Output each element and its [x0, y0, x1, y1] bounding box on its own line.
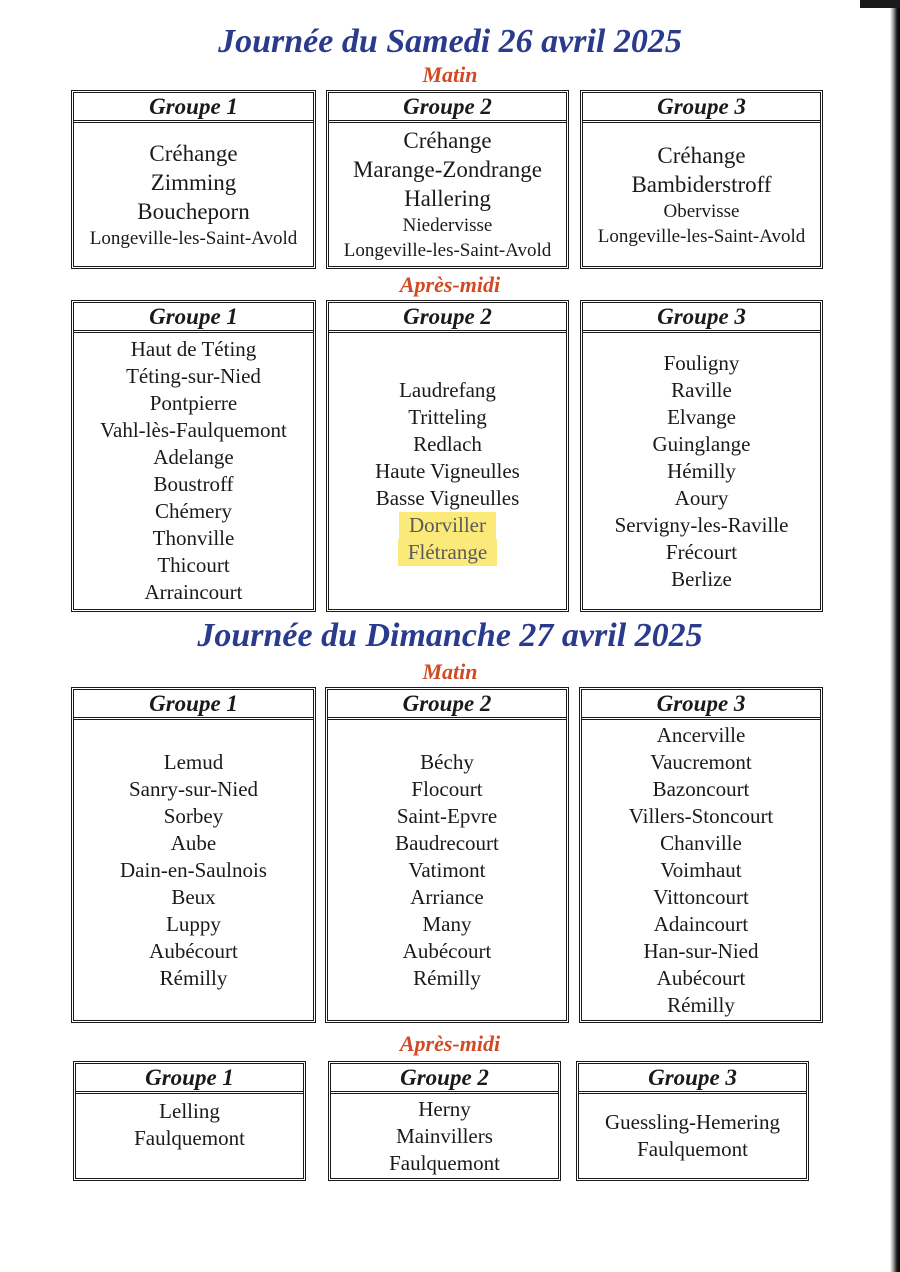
group-box-sun-afternoon-2 [328, 1061, 561, 1181]
town-name: Rémilly [159, 965, 228, 990]
town-name: Zimming [150, 169, 237, 195]
town-name: Thonville [152, 526, 235, 550]
group-title: Groupe 3 [582, 690, 820, 720]
town-name: Guinglange [652, 431, 751, 456]
town-name: Dain-en-Saulnois [120, 857, 267, 882]
town-name: Sanry-sur-Nied [128, 776, 259, 801]
town-name: Voimhaut [660, 858, 742, 882]
town-name: Vaucremont [650, 750, 752, 774]
town-name: Béchy [420, 749, 474, 774]
town-name: Bazoncourt [652, 777, 750, 801]
group-title: Groupe 2 [329, 93, 566, 123]
town-list [329, 333, 566, 609]
town-name: Flocourt [411, 776, 483, 801]
town-list [582, 720, 820, 1021]
town-name-highlighted: Dorviller [399, 512, 496, 539]
town-name: Haute Vigneulles [375, 458, 520, 483]
town-list [328, 720, 566, 1020]
town-name: Obervisse [663, 200, 740, 222]
group-box-sat-morning-3 [580, 90, 823, 269]
day-title-sunday: Journée du Dimanche 27 avril 2025 [197, 617, 703, 654]
town-name: Elvange [667, 404, 736, 429]
town-name: Adelange [153, 445, 234, 469]
group-title: Groupe 3 [583, 93, 820, 123]
period-label-saturday-morning: Matin [422, 62, 478, 87]
town-name: Arraincourt [144, 580, 243, 604]
town-name: Hallering [404, 186, 491, 211]
town-name: Herny [418, 1097, 471, 1121]
town-name: Aoury [674, 485, 729, 510]
town-name: Téting-sur-Nied [126, 364, 261, 388]
town-name: Ancerville [656, 723, 746, 747]
town-name: Basse Vigneulles [375, 485, 520, 510]
town-name: Vahl-lès-Faulquemont [100, 418, 287, 442]
town-list [74, 123, 313, 266]
town-name: Aubécourt [656, 966, 746, 990]
town-name: Sorbey [163, 803, 224, 828]
town-name: Thicourt [157, 553, 230, 577]
town-name: Créhange [403, 128, 492, 153]
group-box-sun-morning-1 [71, 687, 316, 1023]
town-name: Chanville [660, 831, 742, 855]
town-name: Vittoncourt [653, 885, 749, 909]
town-name: Longeville-les-Saint-Avold [343, 240, 552, 261]
town-name: Baudrecourt [395, 830, 499, 855]
town-name: Faulquemont [637, 1137, 748, 1161]
town-name: Hémilly [667, 458, 736, 483]
town-name: Servigny-les-Raville [614, 512, 789, 537]
town-name: Longeville-les-Saint-Avold [597, 225, 806, 247]
group-title: Groupe 3 [583, 303, 820, 333]
town-name: Laudrefang [399, 377, 496, 402]
town-name: Boustroff [153, 472, 234, 496]
group-box-sat-morning-1 [71, 90, 316, 269]
town-name: Guessling-Hemering [605, 1110, 780, 1134]
group-title: Groupe 2 [329, 303, 566, 333]
period-label-sunday-morning: Matin [422, 659, 478, 684]
town-list [583, 123, 820, 266]
town-name: Many [422, 911, 472, 936]
group-title: Groupe 1 [76, 1064, 303, 1094]
group-box-sun-afternoon-1 [73, 1061, 306, 1181]
group-title: Groupe 2 [331, 1064, 558, 1094]
town-name: Aube [170, 830, 217, 855]
group-box-sun-morning-3 [579, 687, 823, 1023]
town-name: Rémilly [413, 965, 481, 990]
town-list [76, 1094, 303, 1178]
group-box-sun-morning-2 [325, 687, 569, 1023]
town-name: Longeville-les-Saint-Avold [89, 227, 298, 249]
town-name: Faulquemont [389, 1151, 500, 1175]
group-box-sat-afternoon-1 [71, 300, 316, 612]
group-box-sun-afternoon-3 [576, 1061, 809, 1181]
group-title: Groupe 2 [328, 690, 566, 720]
town-name: Rémilly [667, 993, 735, 1017]
town-name: Frécourt [665, 539, 738, 564]
town-name: Saint-Epvre [396, 803, 498, 828]
town-name: Niedervisse [402, 215, 493, 236]
period-label-saturday-afternoon: Après-midi [399, 272, 501, 297]
group-title: Groupe 3 [579, 1064, 806, 1094]
town-name: Redlach [413, 431, 482, 456]
town-name: Lelling [159, 1099, 220, 1123]
town-name: Tritteling [408, 404, 487, 429]
town-name: Villers-Stoncourt [628, 804, 774, 828]
town-name: Luppy [166, 911, 221, 936]
town-name: Berlize [671, 566, 732, 591]
town-name: Aubécourt [402, 938, 492, 963]
town-name: Beux [171, 884, 216, 909]
town-name: Adaincourt [653, 912, 749, 936]
town-name: Han-sur-Nied [643, 939, 759, 963]
town-name-highlighted: Flétrange [398, 539, 497, 566]
group-title: Groupe 1 [74, 93, 313, 123]
town-list [74, 720, 313, 1020]
day-title-saturday: Journée du Samedi 26 avril 2025 [218, 23, 682, 60]
town-name: Vatimont [408, 857, 486, 882]
group-title: Groupe 1 [74, 303, 313, 333]
town-name: Aubécourt [149, 938, 238, 963]
town-name: Lemud [163, 749, 224, 774]
town-name: Faulquemont [134, 1126, 245, 1150]
town-name: Boucheporn [137, 198, 250, 224]
town-name: Chémery [155, 499, 232, 523]
town-list [579, 1094, 806, 1178]
town-list [331, 1094, 558, 1179]
town-list [329, 123, 566, 266]
town-name: Pontpierre [149, 391, 238, 415]
town-name: Haut de Téting [130, 337, 257, 361]
group-title: Groupe 1 [74, 690, 313, 720]
group-box-sat-afternoon-2 [326, 300, 569, 612]
town-name: Créhange [657, 142, 746, 168]
group-box-sat-morning-2 [326, 90, 569, 269]
town-name: Marange-Zondrange [352, 157, 543, 182]
town-list [74, 333, 313, 609]
period-label-sunday-afternoon: Après-midi [399, 1031, 501, 1056]
town-list [583, 333, 820, 609]
town-name: Mainvillers [396, 1124, 493, 1148]
town-name: Raville [671, 377, 732, 402]
town-name: Fouligny [663, 350, 740, 375]
group-box-sat-afternoon-3 [580, 300, 823, 612]
scan-edge-corner [860, 0, 900, 8]
town-name: Arriance [410, 884, 484, 909]
town-name: Bambiderstroff [631, 171, 772, 197]
town-name: Créhange [149, 140, 238, 166]
